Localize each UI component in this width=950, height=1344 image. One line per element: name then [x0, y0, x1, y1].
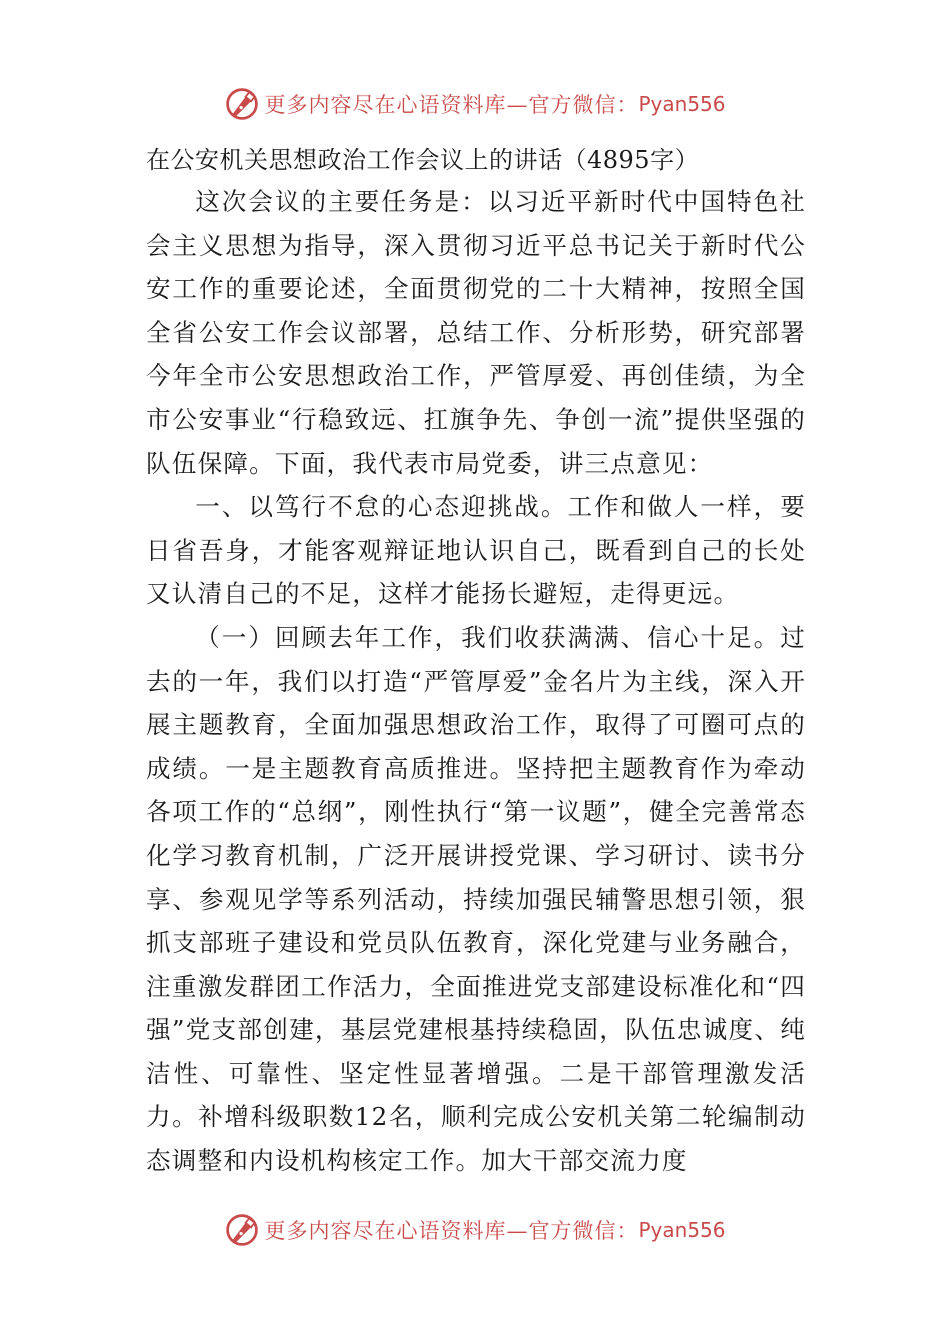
- watermark-wechat-id: Pyan556: [638, 92, 726, 116]
- watermark-footer: [0, 1210, 950, 1250]
- watermark-text: 更多内容尽在心语资料库—官方微信：: [264, 1219, 639, 1243]
- watermark-text: 更多内容尽在心语资料库—官方微信：: [264, 93, 639, 117]
- paragraph-section-one: 一、以笃行不怠的心态迎挑战。工作和做人一样，要日省吾身，才能客观辩证地认识自己，既看到自己的长处又认清自己的不足，这样才能扬长避短，走得更远。: [146, 492, 806, 609]
- pen-nib-logo-icon: [224, 1212, 260, 1248]
- paragraph-intro: 这次会议的主要任务是：以习近平新时代中国特色社会主义思想为指导，深入贯彻习近平总书记关于新时代公安工作的重要论述，全面贯彻党的二十大精神，按照全国全省公安工作会议部署，总结工作、分析形势，研究部署今年全市公安思想政治工作，严管厚爱、再创佳绩，为全市公安事业“行稳致远、扛旗争先、争创一流”提供坚强的队伍保障。下面，我代表市局党委，讲三点意见：: [146, 187, 806, 478]
- watermark-header: [0, 84, 950, 124]
- document-body: [146, 140, 806, 1183]
- document-title: 在公安机关思想政治工作会议上的讲话（4895字）: [146, 146, 700, 174]
- paragraph-subsection-one: （一）回顾去年工作，我们收获满满、信心十足。过去的一年，我们以打造“严管厚爱”金名片为主线，深入开展主题教育，全面加强思想政治工作，取得了可圈可点的成绩。一是主题教育高质推进。坚持把主题教育作为牵动各项工作的“总纲”，刚性执行“第一议题”，健全完善常态化学习教育机制，广泛开展讲授党课、学习研讨、读书分享、参观见学等系列活动，持续加强民辅警思想引领，狠抓支部班子建设和党员队伍教育，深化党建与业务融合，注重激发群团工作活力，全面推进党支部建设标准化和“四强”党支部创建，基层党建根基持续稳固，队伍忠诚度、纯洁性、可靠性、坚定性显著增强。二是干部管理激发活力。补增科级职数12名，顺利完成公安机关第二轮编制动态调整和内设机构核定工作。加大干部交流力度: [146, 622, 806, 1176]
- watermark-wechat-id: Pyan556: [638, 1218, 726, 1242]
- pen-nib-logo-icon: [224, 86, 260, 122]
